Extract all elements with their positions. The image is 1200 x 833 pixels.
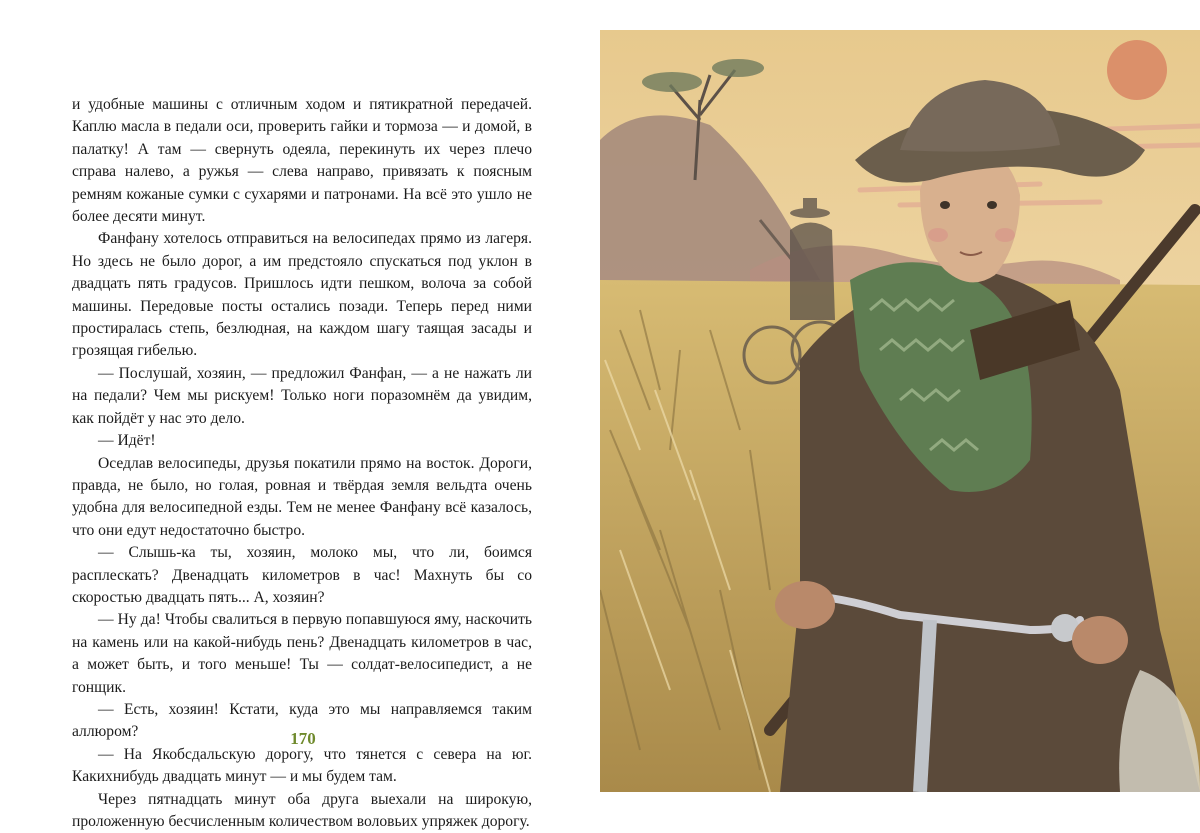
text-page: [72, 94, 532, 833]
paragraph: — Послушай, хозяин, — предложил Фанфан, — а не нажать ли на педали? Чем мы рискуем! Только ноги поразомнём да увидим, как пойдёт у нас это дело.: [72, 364, 532, 427]
paragraph: — Идёт!: [98, 432, 156, 450]
paragraph: Оседлав велосипеды, друзья покатили прямо на восток. Дороги, правда, не было, но голая, ровная и твёрдая земля вельдта очень удобна для велосипедной езды. Тем не менее Фанфану всё казалось, что они едут недостаточно быстро.: [72, 454, 532, 539]
paragraph: — Есть, хозяин! Кстати, куда это мы направляемся таким аллюром?: [72, 700, 532, 741]
paragraph: — Слышь-ка ты, хозяин, молоко мы, что ли, боимся расплескать? Двенадцать километров в час! Махнуть бы со скоростью двадцать пять... А, хозяин?: [72, 544, 532, 606]
page-number: 170: [290, 729, 316, 748]
paragraph: — На Якобсдальскую дорогу, что тянется с севера на юг. Какихнибудь двадцать минут — и мы будем там.: [72, 745, 532, 786]
hand-right: [1072, 616, 1128, 664]
paragraph: Фанфану хотелось отправиться на велосипедах прямо из лагеря. Но здесь не было дорог, а им предстояло спускаться под уклон в двадцать пять градусов. Пришлось идти пешком, волоча за собой машины. Передовые посты остались позади. Теперь перед ними простиралась степь, безлюдная, на каждом шагу таящая засады и грозящая гибелью.: [72, 230, 532, 360]
paragraph: и удобные машины с отличным ходом и пятикратной передачей. Каплю масла в педали оси, проверить гайки и тормоза — и домой, в палатку! А там — свернуть одеяла, перекинуть их через плечо справа налево, а ружья — слева направо, привязать к поясным ремням кожаные сумки с сухарями и патронами. На всё это ушло не более десяти минут.: [72, 96, 532, 226]
illustration-art: [600, 30, 1200, 792]
hand-left: [775, 581, 835, 629]
bike-stem: [920, 620, 930, 792]
paragraph: — Ну да! Чтобы свалиться в первую попавшуюся яму, наскочить на камень или на какой-нибудь пень? Двенадцать километров в час, а может быть, и того меньше! Ты — солдат-велосипедист, а не гонщик.: [72, 611, 532, 696]
paragraph: Через пятнадцать минут оба друга выехали на широкую, проложенную бесчисленным количеством воловьих упряжек дорогу.: [72, 790, 532, 830]
sun: [1107, 40, 1167, 100]
illustration: [600, 30, 1200, 792]
